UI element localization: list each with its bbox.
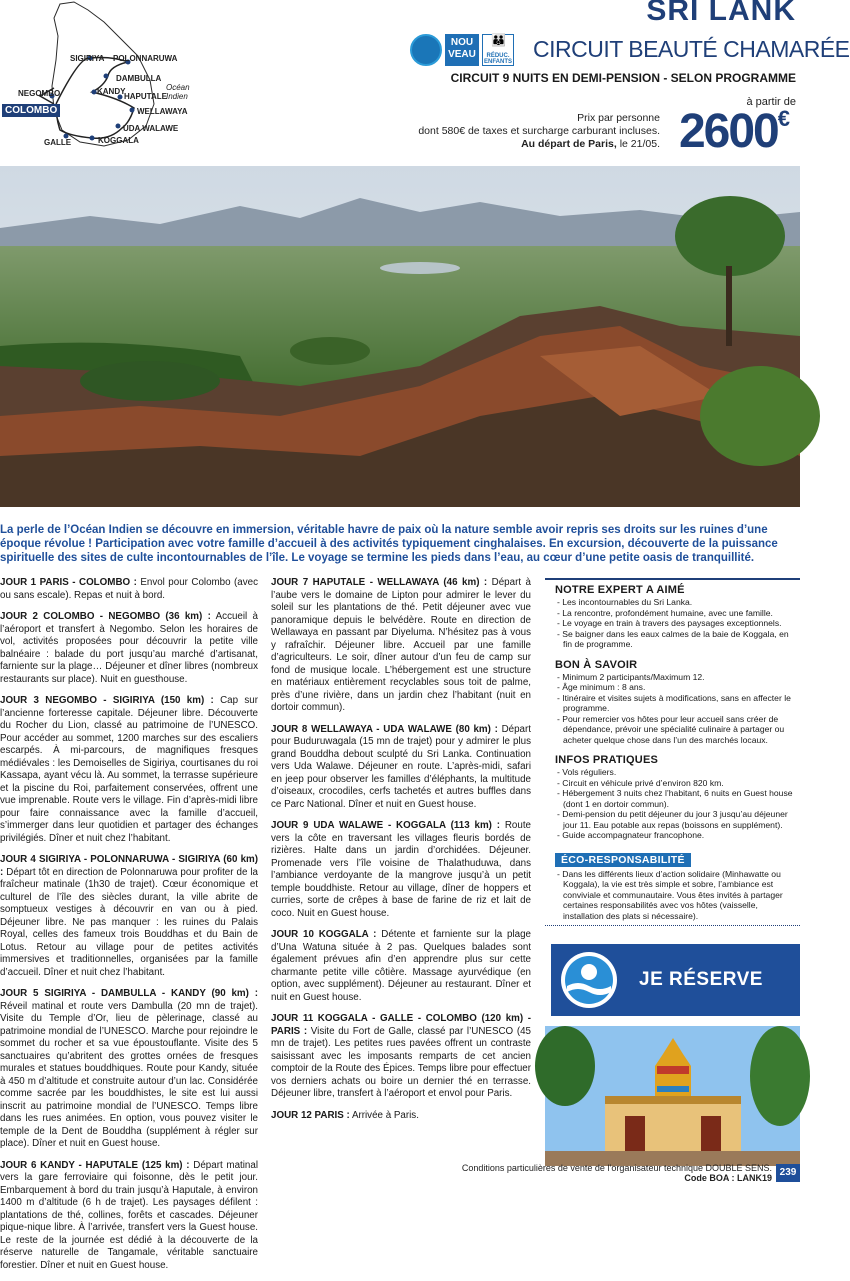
map-capital-colombo: COLOMBO	[2, 104, 60, 117]
map-city-kandy: KANDY	[97, 87, 126, 96]
day-6	[0, 1160, 258, 1273]
day-text: Visite du Fort de Galle, classé par l’UNESCO (45 mn de trajet). Les petites rues pavées offrent un contraste saisissant avec les imposants remparts de cet ancien comptoir de la Route des Épices. Temps libre pour effectuer vos derniers achats ou boire un dernier thé en terrasse. Déjeuner libre, transfert à l’aéroport et envol pour Paris.	[271, 1025, 531, 1099]
day-text: Réveil matinal et route vers Dambulla (20 mn de trajet). Visite du Temple d’Or, lieu de pèlerinage, classé au patrimoine mondial de l’UNESCO. Marche pour rejoindre le sommet du rocher et sa vue époustouflante. Visite des 5 sanctuaires qu’abritent des grottes ornées de fresques murales et statues bouddhiques. Route pour Kandy, située à 450 m d’altitude et construite autour d’un lac. Considérée comme sacrée par les bouddhistes, le site est lui aussi inscrit au patrimoine mondial de l’UNESCO. Temps libre dans les rues animées. En option, vous pouvez visiter le temple de la Dent de Bouddha (supplément à régler sur place). Dîner et nuit en Guest house.	[0, 1000, 258, 1149]
day-10	[271, 929, 531, 1004]
day-text: Accueil à l’aéroport et transfert à Negombo. Selon les horaires de vol, activités proposées pour découvrir la petite ville balnéaire : balade du port jusqu’au marché d’artisanat, farniente sur la plage… Déjeuner et dîner libres (nombreux restaurants sur place). Nuit en guesthouse.	[0, 611, 258, 685]
day-text: Route vers la côte en traversant les villages fleuris bordés de rizières. Halte dans un jardin d’orchidées. Déjeuner. Promenade vers l’île voisine de Thalathuduwa, dans l’ambiance verdoyante de la mangrove jusqu’à un petit temple bouddhiste. Retour au village, dîner de hoppers et curries, sorte de crêpes à base de farine de riz et lait de coco. Nuit en Guest house.	[271, 820, 531, 919]
destination-title: SRI LANK	[646, 0, 796, 27]
sigiriya-landscape-photo	[0, 166, 800, 507]
footer-code: Code BOA : LANK19	[684, 1173, 772, 1183]
pratiques-list	[557, 767, 800, 841]
day-5	[0, 988, 258, 1151]
day-8	[271, 724, 531, 812]
day-heading: JOUR 10 KOGGALA :	[271, 929, 377, 940]
departure-date: le 21/05.	[619, 138, 660, 150]
list-item: - Vols réguliers.	[557, 767, 617, 777]
new-badge	[445, 34, 479, 66]
day-heading: JOUR 4 SIGIRIYA - POLONNARUWA - SIGIRIYA (60 km) :	[0, 854, 258, 878]
day-heading: JOUR 1 PARIS - COLOMBO :	[0, 577, 137, 588]
pratiques-title: INFOS PRATIQUES	[555, 754, 659, 766]
day-heading: JOUR 8 WELLAWAYA - UDA WALAWE (80 km) :	[271, 723, 498, 735]
savoir-title: BON À SAVOIR	[555, 658, 638, 671]
map-ocean-label: Océan Indien	[166, 83, 190, 101]
day-text: Arrivée à Paris.	[349, 1109, 419, 1121]
list-item: - Âge minimum : 8 ans.	[557, 682, 646, 692]
price-per-person: Prix par personne	[577, 112, 660, 124]
day-4	[0, 854, 258, 979]
page-number: 239	[776, 1164, 800, 1182]
reserve-button[interactable]	[551, 944, 800, 1016]
day-1	[0, 577, 258, 602]
day-heading: JOUR 7 HAPUTALE - WELLAWAYA (46 km) :	[271, 577, 488, 588]
map-city-uda-walawe: UDA WALAWE	[123, 124, 179, 133]
departure-city: Au départ de Paris,	[521, 138, 617, 150]
map-city-sigiriya: SIGIRIYA	[70, 54, 105, 63]
day-text: Départ tôt en direction de Polonnaruwa pour profiter de la fraîcheur matinale (1h30 de trajet). Cœur économique et culturel de l’île des siècles durant, la ville abrite de somptueux vestiges à découvrir en van ou à pied. Déjeuner libre. Ne pas manquer : les ruines du Palais Royal, celles des fameux trois Bouddhas et du Bain de Lotus. Retour au village pour de petites activités immersives et traditionnelles, organisées par la famille d’accueil. Dîner et nuit chez l’habitant.	[0, 866, 258, 978]
list-item: - La rencontre, profondément humaine, avec une famille.	[557, 607, 773, 618]
day-text: Départ matinal vers la gare ferroviaire qui foisonne, dès le petit jour. Embarquement à bord du train jusqu’à Haputale, à environ 1400 m d’altitude (6 h de trajet). Les paysages défilent : plantations de thé, collines, forêts et cascades. Déjeuner pique-nique libre. À l’arrivée, transfert vers la Guest house. Le reste de la journée est dédié à la découverte de la réserve naturelle de Tangamale, véritable sanctuaire forestier. Dîner et nuit en Guest house.	[0, 1159, 258, 1271]
circuit-subtitle: CIRCUIT BEAUTÉ CHAMARÉE	[533, 36, 850, 62]
savoir-list	[557, 672, 800, 746]
list-item: - Pour remercier vos hôtes pour leur accueil sans créer de dépendance, prévoir une spécialité culinaire à partager ou acheter quelque chose dans l’un des marchés locaux.	[557, 713, 785, 745]
eco-title: ÉCO-RESPONSABILITÉ	[555, 853, 691, 867]
day-2	[0, 611, 258, 686]
list-item: - Les incontournables du Sri Lanka.	[557, 597, 693, 607]
price-value: 2600	[678, 105, 778, 158]
day-text: Envol pour Colombo (avec ou sans escale). Repas et nuit à bord.	[0, 577, 258, 601]
expert-title: NOTRE EXPERT A AIMÉ	[555, 584, 685, 596]
day-heading: JOUR 3 NEGOMBO - SIGIRIYA (150 km) :	[0, 695, 214, 706]
list-item: - Demi-pension du petit déjeuner du jour 3 jusqu’au déjeuner jour 11. Eau potable aux repas (boissons en supplément).	[557, 809, 788, 830]
reserve-label: JE RÉSERVE	[639, 969, 763, 990]
map-city-polonnaruwa: POLONNARUWA	[113, 54, 178, 63]
itinerary-column-2	[271, 577, 531, 1131]
day-9	[271, 820, 531, 920]
eco-list	[557, 869, 800, 922]
from-label: à partir de	[746, 96, 796, 108]
footer	[462, 1163, 772, 1183]
map-city-haputale: HAPUTALE	[124, 92, 167, 101]
info-sidebar	[545, 578, 800, 926]
list-item: - Le voyage en train à travers des paysages exceptionnels.	[557, 618, 782, 628]
intro-paragraph: La perle de l’Océan Indien se découvre en immersion, véritable havre de paix où la nature semble avoir repris ses droits sur les ruines d’une époque révolue ! Participation avec votre famille d’accueil à des activités typiquement cinghalaises. En excursion, découverte de la puissance spirituelle des sites de culte incontournables de l’île. Le voyage se termine les pieds dans l’eau, au cœur d’une petite oasis de tranquillité.	[0, 524, 778, 564]
day-text: Cap sur l’ancienne forteresse capitale. Déjeuner libre. Découverte du Rocher du Lion, classé au patrimoine de l’UNESCO. Pour accéder au sommet, 1200 marches sur des escaliers escarpés. À mi-parcours, de magnifiques fresques médiévales : les Demoiselles de Sigiriya, courtisanes du roi Kassapa, ayant vécu là. Au sommet, la terrasse supérieure et la piscine du Roi, parfaitement conservées, offrent une vue imprenable. Route vers le village. Fin d’après-midi libre pour faire connaissance avec la famille d’accueil, s’immerger dans leur quotidien et partager des échanges privilégiés. Dîner et nuit chez l’habitant.	[0, 695, 258, 844]
day-text: Détente et farniente sur la plage d’Una Watuna située à 2 pas. Quelques balades sont également prévues afin d’en apprendre plus sur cette charmante petite ville côtière. Massage ayurvédique (en option, avec supplément). Déjeuner au restaurant. Dîner et nuit en Guest house.	[271, 929, 531, 1003]
sri-lanka-map	[0, 0, 200, 160]
price	[679, 104, 788, 159]
list-item: - Dans les différents lieux d’action solidaire (Minhawatte ou Koggala), la vie est très simple et sobre, l’ambiance est conviviale et communautaire. Vous êtes invités à partager certaines responsabilités avec vos hôtes (vaisselle, installation des plats si nécessaire).	[557, 868, 783, 921]
day-heading: JOUR 11 KOGGALA - GALLE - COLOMBO (120 km) - PARIS :	[271, 1013, 531, 1037]
map-city-galle: GALLE	[44, 138, 72, 147]
new-badge-line1: NOU	[450, 37, 474, 48]
map-city-koggala: KOGGALA	[98, 136, 139, 145]
list-item: - Itinéraire et visites sujets à modifications, sans en affecter le programme.	[557, 692, 791, 713]
list-item: - Hébergement 3 nuits chez l’habitant, 6 nuits en Guest house (dont 1 en dortoir commun).	[557, 788, 793, 809]
list-item: - Circuit en véhicule privé d’environ 820 km.	[557, 777, 724, 788]
badges	[410, 34, 514, 66]
day-7	[271, 577, 531, 715]
map-city-negombo: NEGOMBO	[18, 89, 61, 98]
eco-label-icon	[410, 34, 442, 66]
day-12	[271, 1110, 531, 1123]
day-heading: JOUR 12 PARIS :	[271, 1109, 350, 1121]
day-text: Départ pour Buduruwagala (15 mn de trajet) pour y admirer le plus grand Bouddha debout sculpté du Sri Lanka. Continuation vers Uda Walawe. Déjeuner en route. L’après-midi, safari en jeep pour observer les familles d’éléphants, la multitude d’oiseaux, crocodiles, cerfs tachetés et autres buffles dans ce Parc National. Dîner et nuit en Guest house.	[271, 723, 531, 810]
day-11	[271, 1013, 531, 1101]
map-city-wellawaya: WELLAWAYA	[137, 107, 188, 116]
list-item: - Minimum 2 participants/Maximum 12.	[557, 671, 705, 682]
day-heading: JOUR 2 COLOMBO - NEGOMBO (36 km) :	[0, 611, 211, 622]
new-badge-line2: VEAU	[448, 49, 476, 60]
day-text: Départ à l’aube vers le domaine de Lipton pour admirer le lever du soleil sur les plantations de thé. Petit déjeuner avec vue panoramique depuis le belvédère. Route en direction de Wellawaya en passant par Diyeluma. N’hésitez pas à vous y rafraîchir. Déjeuner libre. Accueil par une famille d’agriculteurs. Le soir, dîner autour d’un feu de camp sur fond de musique locale. L’hébergement est une structure en matériaux entièrement recyclables sous toit de palme, près d’une rivière, dans un jardin chez l’habitant (nuit en dortoir commun).	[271, 577, 531, 713]
price-currency: €	[777, 106, 788, 131]
departure-line	[418, 138, 660, 151]
day-heading: JOUR 5 SIGIRIYA - DAMBULLA - KANDY (90 km) :	[0, 988, 258, 999]
list-item: - Guide accompagnateur francophone.	[557, 830, 705, 840]
temple-photo	[545, 1026, 800, 1166]
day-heading: JOUR 9 UDA WALAWE - KOGGALA (113 km) :	[271, 820, 501, 831]
wave-sun-icon	[561, 952, 617, 1008]
day-heading: JOUR 6 KANDY - HAPUTALE (125 km) :	[0, 1159, 190, 1171]
circuit-info: CIRCUIT 9 NUITS EN DEMI-PENSION - SELON PROGRAMME	[450, 71, 796, 85]
day-3	[0, 695, 258, 845]
expert-list	[557, 597, 800, 650]
map-city-dambulla: DAMBULLA	[116, 74, 162, 83]
list-item: - Se baigner dans les eaux calmes de la baie de Koggala, en fin de programme.	[557, 628, 789, 649]
kids-discount-badge: 👪 RÉDUC. ENFANTS	[482, 34, 514, 66]
price-taxes: dont 580€ de taxes et surcharge carburant incluses.	[418, 125, 660, 137]
price-details	[418, 112, 660, 151]
footer-conditions: Conditions particulières de vente de l’organisateur technique DOUBLE SENS.	[461, 1163, 772, 1173]
divider	[545, 925, 800, 926]
itinerary-column-1	[0, 577, 258, 1281]
